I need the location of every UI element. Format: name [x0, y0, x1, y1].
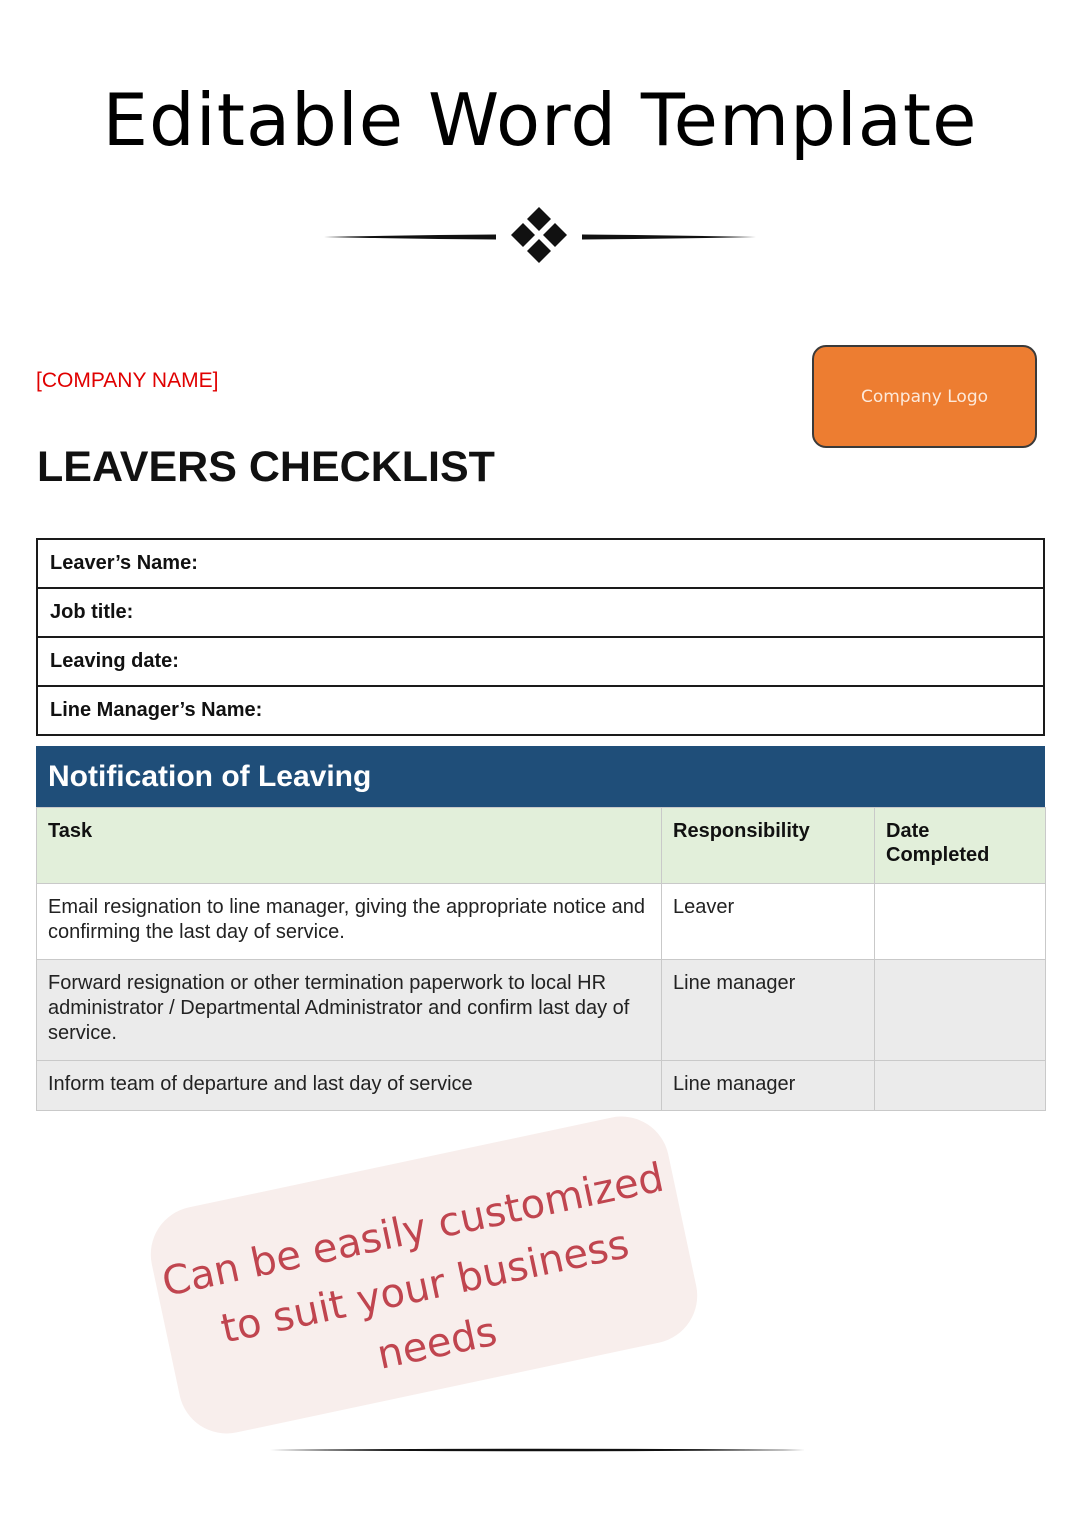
table-header-row [37, 808, 1046, 884]
info-field-line-manager[interactable]: Line Manager’s Name: [37, 686, 1044, 735]
diamond-ornament-icon [320, 205, 760, 269]
date-completed-cell[interactable] [875, 884, 1046, 960]
task-table [36, 807, 1046, 1111]
task-cell[interactable]: Forward resignation or other termination paperwork to local HR administrator / Departmental Administrator and confirm last day of service. [37, 960, 662, 1061]
date-completed-cell[interactable] [875, 1061, 1046, 1111]
column-header-responsibility: Responsibility [662, 808, 875, 884]
column-header-task: Task [37, 808, 662, 884]
column-header-date-completed: Date Completed [875, 808, 1046, 884]
responsibility-cell[interactable]: Line manager [662, 960, 875, 1061]
table-row [37, 960, 1046, 1061]
logo-label: Company Logo [860, 386, 989, 407]
bottom-divider [270, 1445, 805, 1455]
promo-text: Can be easily customized to suit your business needs [158, 1154, 668, 1379]
responsibility-cell[interactable]: Line manager [662, 1061, 875, 1111]
document-title: LEAVERS CHECKLIST [37, 443, 495, 491]
headline: Editable Word Template [102, 78, 978, 162]
leaver-info-table [36, 538, 1045, 736]
table-row [37, 1061, 1046, 1111]
table-row [37, 884, 1046, 960]
task-cell[interactable]: Email resignation to line manager, giving the appropriate notice and confirming the last day of service. [37, 884, 662, 960]
info-field-leaving-date[interactable]: Leaving date: [37, 637, 1044, 686]
company-name-placeholder[interactable]: [COMPANY NAME] [36, 369, 219, 392]
responsibility-cell[interactable]: Leaver [662, 884, 875, 960]
info-field-job-title[interactable]: Job title: [37, 588, 1044, 637]
info-field-leaver-name[interactable]: Leaver’s Name: [37, 539, 1044, 588]
company-logo-placeholder[interactable] [812, 345, 1037, 448]
date-completed-cell[interactable] [875, 960, 1046, 1061]
section-title: Notification of Leaving [36, 746, 1045, 807]
task-cell[interactable]: Inform team of departure and last day of service [37, 1061, 662, 1111]
